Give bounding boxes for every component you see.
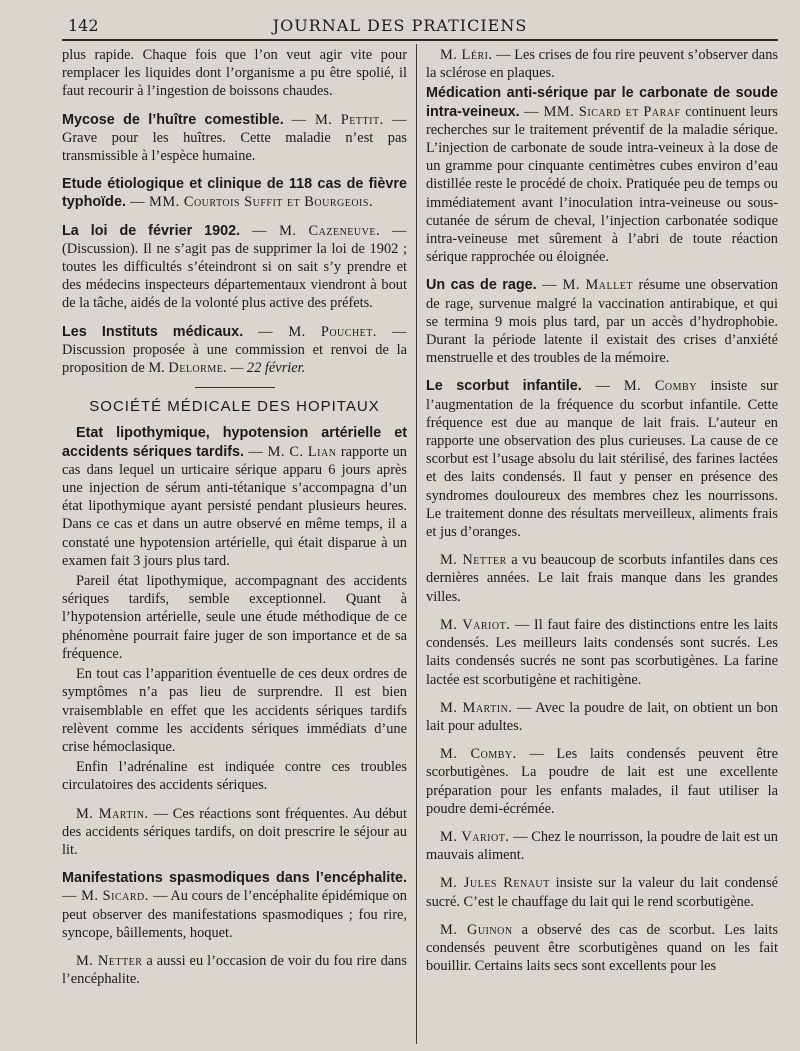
paragraph: En tout cas l’apparition éventuelle de ces deux ordres de symptômes n’a pas lieu de surprendre. Il est bien vraisemblable en effet que les accidents sériques tardifs relèvent comme les accidents sériques immédiats d’une crise hémoclasique. [62, 666, 407, 755]
entry-author: Delorme [168, 360, 224, 377]
entry-body: — Il faut faire des distinctions entre les laits condensés. Les meilleurs laits condensés sont sucrés. Les laits condensés sucrés ne sont pas scorbutigènes. La farine lactée est scorbutigène et rachitigène. [426, 616, 778, 688]
paragraph [62, 111, 407, 166]
entry-author: — M. Sicard. [62, 888, 154, 905]
paragraph [426, 377, 778, 541]
entry-author: — M. Cazeneuve. — [240, 222, 407, 239]
entry-title: La loi de février 1902. [62, 222, 241, 239]
paragraph [62, 222, 407, 313]
paragraph [62, 952, 407, 988]
paragraph [426, 84, 778, 266]
entry-title: Etat lipothymique, hypotension artérielle et accidents sériques tardifs. [62, 425, 407, 460]
entry-body: (Discussion). Il ne s’agit pas de supprimer la loi de 1902 ; toutes les difficultés s’éteindront si on sait s’y prendre et des médecins inspecteurs départementaux viendront à bout de la tâche, aidés de la volonté plus active des préfets. [62, 240, 407, 312]
page-number: 142 [68, 16, 99, 35]
paragraph [62, 323, 407, 378]
entry-title: Médication anti-sérique par le carbonate de soude intra-veineux. [426, 85, 778, 120]
entry-title: Un cas de rage. [426, 277, 537, 294]
entry-title: Etude étiologique et clinique de 118 cas de fièvre typhoïde. [62, 176, 407, 211]
entry-body: insiste sur l’augmentation de la fréquence du scorbut infantile. Cette fréquence est due au manque de lait frais. L’auteur en rapporte une observation des plus curieuses. La cause de ce scorbut est l’usage absolu du lait stérilisé, des farines lactées et des laits condensés. Il faut y penser en présence des syndromes douloureux des membres chez les nourrissons. Le traitement donne des résultats merveilleux, aliments frais et jus d’oranges. [426, 378, 778, 541]
paragraph [62, 424, 407, 570]
entry-body: insiste sur la valeur du lait condensé sucré. C’est le chauffage du lait qui le rend scorbutigène. [426, 875, 778, 910]
entry-body: Grave pour les huîtres. Cette maladie n’est pas transmissible à l’espèce humaine. [62, 129, 407, 165]
paragraph: Pareil état lipothymique, accompagnant des accidents sériques tardifs, semble exceptionnel. Quant à l’hypotension artérielle, seule une étude méthodique de ce phénomène pourrait faire juger de son importance et de sa fréquence. [62, 573, 407, 662]
entry-author: — M. Comby [581, 378, 711, 395]
entry-author: M. Martin. [76, 805, 149, 822]
entry-title: Les Instituts médicaux. [62, 323, 244, 340]
paragraph: plus rapide. Chaque fois que l’on veut agir vite pour remplacer les liquides dont l’organisme a pu être spolié, il faut recourir à l’ingestion de boissons chaudes. [62, 47, 407, 100]
paragraph [62, 175, 407, 211]
entry-body: a aussi eu l’occasion de voir du fou rire dans l’encéphalite. [62, 952, 407, 988]
paragraph [426, 46, 778, 82]
entry-body: — Avec la poudre de lait, on obtient un bon lait pour adultes. [426, 699, 778, 734]
entry-title: Le scorbut infantile. [426, 378, 582, 395]
paragraph: Enfin l’adrénaline est indiquée contre ces troubles circulatoires des accidents sériques. [62, 759, 407, 794]
paragraph [426, 874, 778, 910]
entry-body: résume une observation de rage, survenue malgré la vaccination antirabique, et qui se termina 9 mois plus tard, par un accès d’hydrophobie. Durant la période latente il existait des crises d’anxiété menstruelle et des troubles de la mémoire. [426, 277, 778, 367]
paragraph [426, 551, 778, 606]
paragraph [62, 805, 407, 860]
entry-author: M. Netter [76, 952, 143, 969]
paragraph [426, 828, 778, 864]
entry-body: — Au cours de l’encéphalite épidémique on peut observer des manifestations spasmodiques ; fou rire, syncope, bâillements, hoquet. [62, 888, 407, 941]
entry-body: rapporte un cas dans lequel un urticaire sérique apparu 6 jours après une injection de sérum anti-tétanique s’accompagna d’un état lipothymique ayant persisté pendant plusieurs heures. Dans ce cas et dans un autre observé en même temps, il a constaté une hypotension artérielle, qui était disparue à un examen fait 3 jours plus tard. [62, 443, 407, 569]
entry-author: M. Variot. [440, 616, 511, 633]
journal-title: JOURNAL DES PRATICIENS [272, 16, 528, 35]
entry-body: a observé des cas de scorbut. Les laits condensés peuvent être scorbutigènes quand on les fait bouillir. Certains laits secs sont excellents pour les [426, 921, 778, 975]
entry-author: M. Jules Renaut [440, 875, 550, 892]
entry-body: a vu beaucoup de scorbuts infantiles dans ces dernières années. Le lait frais manque dans les grandes villes. [426, 552, 778, 605]
entry-title: Mycose de l’huître comestible. [62, 111, 284, 128]
section-rule [195, 387, 275, 388]
paragraph [426, 616, 778, 689]
right-column [426, 46, 778, 1041]
entry-author: M. Variot. [440, 828, 510, 845]
paragraph [426, 745, 778, 818]
entry-author: — MM. Courtois Suffit et Bourgeois. [125, 194, 374, 211]
paragraph [426, 276, 778, 367]
paragraph [426, 699, 778, 735]
entry-title: Manifestations spasmodiques dans l’encéphalite. [62, 870, 407, 887]
section-title: SOCIÉTÉ MÉDICALE DES HOPITAUX [89, 398, 380, 416]
entry-body: Discussion proposée à une commission et renvoi de la proposition de M. [62, 341, 407, 377]
entry-author: M. Comby. [440, 746, 517, 763]
left-column [62, 46, 407, 1041]
entry-author: — M. Pouchet. — [243, 323, 407, 340]
entry-author: — M. Pettit. — [291, 111, 407, 128]
header-rule [62, 39, 778, 41]
page-header [0, 0, 800, 40]
entry-body: — Chez le nourrisson, la poudre de lait est un mauvais aliment. [426, 828, 778, 864]
entry-author: M. Netter [440, 552, 507, 569]
entry-date: . — 22 février. [223, 360, 306, 377]
column-divider [416, 44, 417, 1044]
entry-author: M. Guinon [440, 921, 513, 938]
paragraph [62, 869, 407, 942]
entry-author: M. Léri. [440, 47, 493, 63]
entry-body: — Ces réactions sont fréquentes. Au début des accidents sériques tardifs, on doit prescrire le séjour au lit. [62, 805, 407, 858]
entry-body: — Les crises de fou rire peuvent s’observer dans la sclérose en plaques. [426, 47, 778, 82]
entry-body: — Les laits condensés peuvent être scorbutigènes. La poudre de lait est une excellente préparation pour les enfants malades, il faut utiliser la poudre demi-écrémée. [426, 746, 778, 817]
entry-author: — MM. Sicard et Paraf [519, 103, 686, 120]
entry-body: continuent leurs recherches sur le traitement préventif de la maladie sérique. L’injection de carbonate de soude intra-veineux à la dose de un gramme pour cinquante centimètres cubes environ d’eau distillée reste le procédé de choix. Pratiquée peu de temps ou immédiatement avant l’inoculation intra-veineuse ou sous-cutanée de sérum de cheval, l’injection carbonatée sodique intra-veineuse met sûrement à l’abri de toute réaction sérique rapprochée ou éloignée. [426, 103, 778, 266]
paragraph [426, 921, 778, 976]
entry-author: M. Martin. [440, 699, 513, 716]
entry-author: — M. C. Lian [244, 443, 341, 460]
entry-author: — M. Mallet [536, 277, 639, 294]
